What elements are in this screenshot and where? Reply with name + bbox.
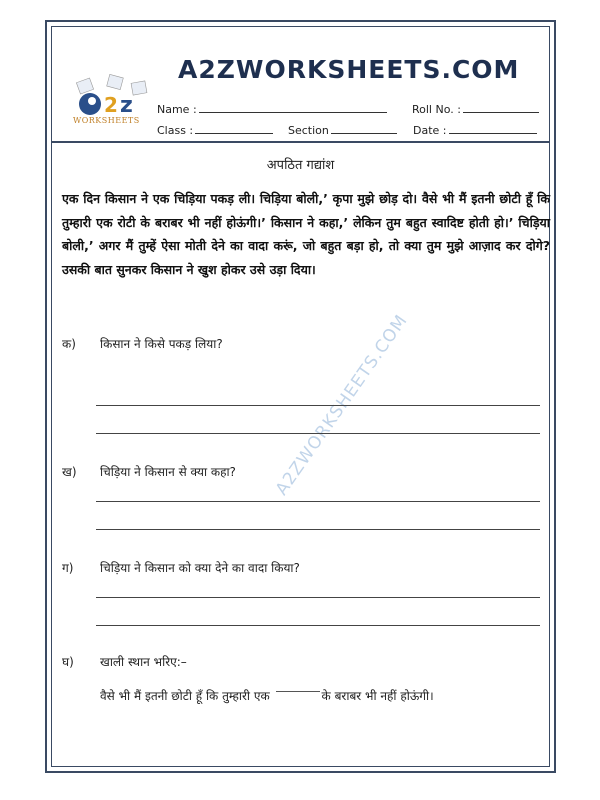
section-label: Section: [288, 124, 329, 137]
worksheet-border: [45, 20, 556, 773]
question-text: किसान ने किसे पकड़ लिया?: [100, 337, 223, 351]
question-text: चिड़िया ने किसान से क्या कहा?: [100, 465, 236, 479]
header-divider: [52, 141, 549, 143]
date-line[interactable]: [449, 132, 537, 134]
date-label: Date :: [413, 124, 447, 137]
worksheet-title: अपठित गद्यांश: [266, 158, 335, 173]
logo-text: WORKSHEETS: [73, 116, 140, 125]
site-title: A2ZWORKSHEETS.COM: [178, 55, 520, 84]
answer-line[interactable]: [96, 501, 540, 502]
section-line[interactable]: [331, 132, 397, 134]
answer-line[interactable]: [96, 529, 540, 530]
name-label: Name :: [157, 103, 197, 116]
answer-line[interactable]: [96, 433, 540, 434]
fill-in-blank-sentence: [100, 687, 434, 704]
name-line[interactable]: [199, 111, 387, 113]
roll-field: [412, 103, 539, 116]
question-text: खाली स्थान भरिए:–: [100, 655, 187, 669]
roll-line[interactable]: [463, 111, 539, 113]
fill-blank-line[interactable]: [276, 691, 320, 692]
class-field: [157, 124, 273, 137]
question-text: चिड़िया ने किसान को क्या देने का वादा किया?: [100, 561, 300, 575]
question-number: ग): [62, 561, 74, 575]
date-field: [413, 124, 537, 137]
name-field: [157, 103, 387, 116]
class-label: Class :: [157, 124, 194, 137]
answer-line[interactable]: [96, 625, 540, 626]
roll-label: Roll No. :: [412, 103, 461, 116]
question-number: क): [62, 337, 76, 351]
section-field: [288, 124, 397, 137]
answer-line[interactable]: [96, 405, 540, 406]
question-number: ख): [62, 465, 77, 479]
question-number: घ): [62, 655, 74, 669]
worksheet-inner-border: [51, 26, 550, 767]
fill-text-before: वैसे भी मैं इतनी छोटी हूँ कि तुम्हारी एक: [100, 689, 270, 703]
svg-text:z: z: [120, 93, 133, 118]
fill-text-after: के बराबर भी नहीं होऊंगी।: [321, 689, 434, 703]
a2z-logo: [68, 74, 158, 130]
answer-line[interactable]: [96, 597, 540, 598]
svg-text:2: 2: [104, 93, 118, 117]
class-line[interactable]: [195, 132, 273, 134]
watermark: A2ZWORKSHEETS.COM: [271, 310, 412, 500]
passage-text: एक दिन किसान ने एक चिड़िया पकड़ ली। चिड़िया बोली,’ कृपा मुझे छोड़ दो। वैसे भी मैं इतनी छोटी हूँ कि तुम्हारी एक रोटी के बराबर भी नहीं होऊंगी।’ किसान ने कहा,’ लेकिन तुम बहुत स्वादिष्ट होती हो।’ चिड़िया बोली,’ अगर मैं तुम्हें ऐसा मोती देने का वादा करूं, जो बहुत बड़ा हो, तो क्या तुम मुझे आज़ाद कर दोगे? उसकी बात सुनकर किसान ने खुश होकर उसे उड़ा दिया।: [62, 191, 550, 277]
